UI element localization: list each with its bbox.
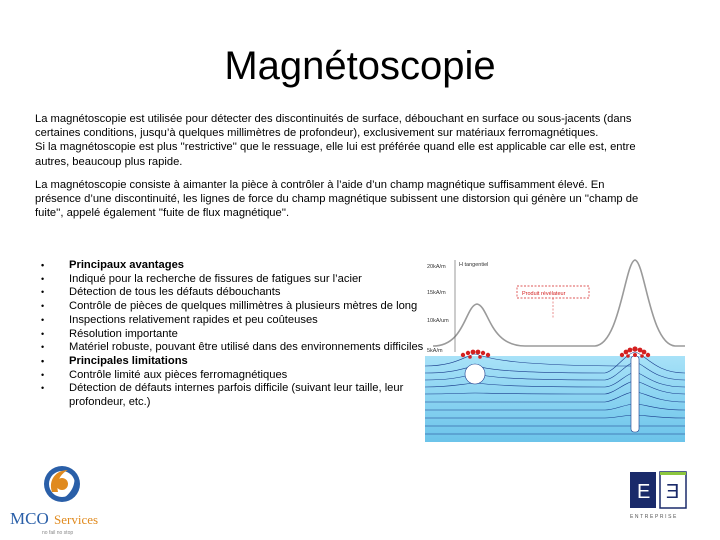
- bullet-heading-limitations: • Principales limitations: [40, 355, 435, 369]
- material-block: [425, 356, 685, 442]
- product-label: Produit révélateur: [522, 291, 566, 297]
- principle-line: La magnétoscopie consiste à aimanter la pièce à contrôler à l’aide d’un champ magnétique suffisamment élevé. En: [35, 179, 605, 191]
- bullet-item: • Détection de tous les défauts débouchants: [40, 286, 435, 300]
- bullet-item: • Inspections relativement rapides et peu coûteuses: [40, 314, 435, 328]
- bullet-item: • Contrôle limité aux pièces ferromagnétiques: [40, 369, 435, 383]
- e3-right-letter: Ǝ: [666, 481, 680, 503]
- surface-crack: [631, 356, 639, 432]
- e3-entreprise-logo: [630, 468, 690, 512]
- bullet-list: [40, 259, 435, 410]
- slide-title: Magnétoscopie: [224, 44, 496, 88]
- intro-line: Si la magnétoscopie est plus ''restrictive'' que le ressuage, elle lui est préférée quand elle est applicable car elle est, entre: [35, 141, 636, 154]
- axis-label: 5kA/m: [427, 348, 443, 354]
- bullet-heading-advantages: • Principaux avantages: [40, 259, 435, 273]
- principle-paragraph: [35, 178, 690, 221]
- principle-line: fuite'', appelé également ''fuite de flux magnétique''.: [35, 207, 290, 220]
- intro-line: La magnétoscopie est utilisée pour détecter des discontinuités de surface, débouchant en surface ou sous-jacents (dans: [35, 113, 632, 125]
- mco-text: MCO: [10, 509, 49, 528]
- intro-line: certaines conditions, jusqu’à quelques millimètres de profondeur), exclusivement sur matériaux ferromagnétiques.: [35, 127, 599, 140]
- mco-services-logo: [8, 462, 118, 540]
- principle-line: présence d’une discontinuité, les lignes de force du champ magnétique subissent une distorsion qui génère un ''champ de: [35, 193, 639, 206]
- intro-line: autres, beaucoup plus rapide.: [35, 155, 183, 168]
- bullet-item: • Indiqué pour la recherche de fissures de fatigues sur l’acier: [40, 273, 435, 287]
- mco-tagline: no fail no stop: [42, 530, 74, 536]
- intro-paragraph: [35, 112, 690, 169]
- bullet-item: • Matériel robuste, pouvant être utilisé dans des environnements difficiles: [40, 341, 435, 355]
- bullet-item: • Contrôle de pièces de quelques millimètres à plusieurs mètres de long: [40, 300, 435, 314]
- bullet-item: • Résolution importante: [40, 328, 435, 342]
- e3-left-letter: E: [637, 481, 651, 503]
- axis-label: 20kA/m: [427, 264, 446, 270]
- axis-label: 10kA/um: [427, 318, 449, 324]
- magnetic-leakage-diagram: [425, 256, 685, 442]
- curve-label: H tangentiel: [459, 262, 489, 268]
- subsurface-defect: [465, 364, 485, 384]
- e3-subtitle: ENTREPRISE: [630, 514, 678, 520]
- bullet-item: • Détection de défauts internes parfois difficile (suivant leur taille, leur profondeur, etc.): [40, 382, 435, 409]
- axis-label: 15kA/m: [427, 290, 446, 296]
- mco-services-text: Services: [54, 512, 99, 527]
- field-curve: [433, 260, 685, 346]
